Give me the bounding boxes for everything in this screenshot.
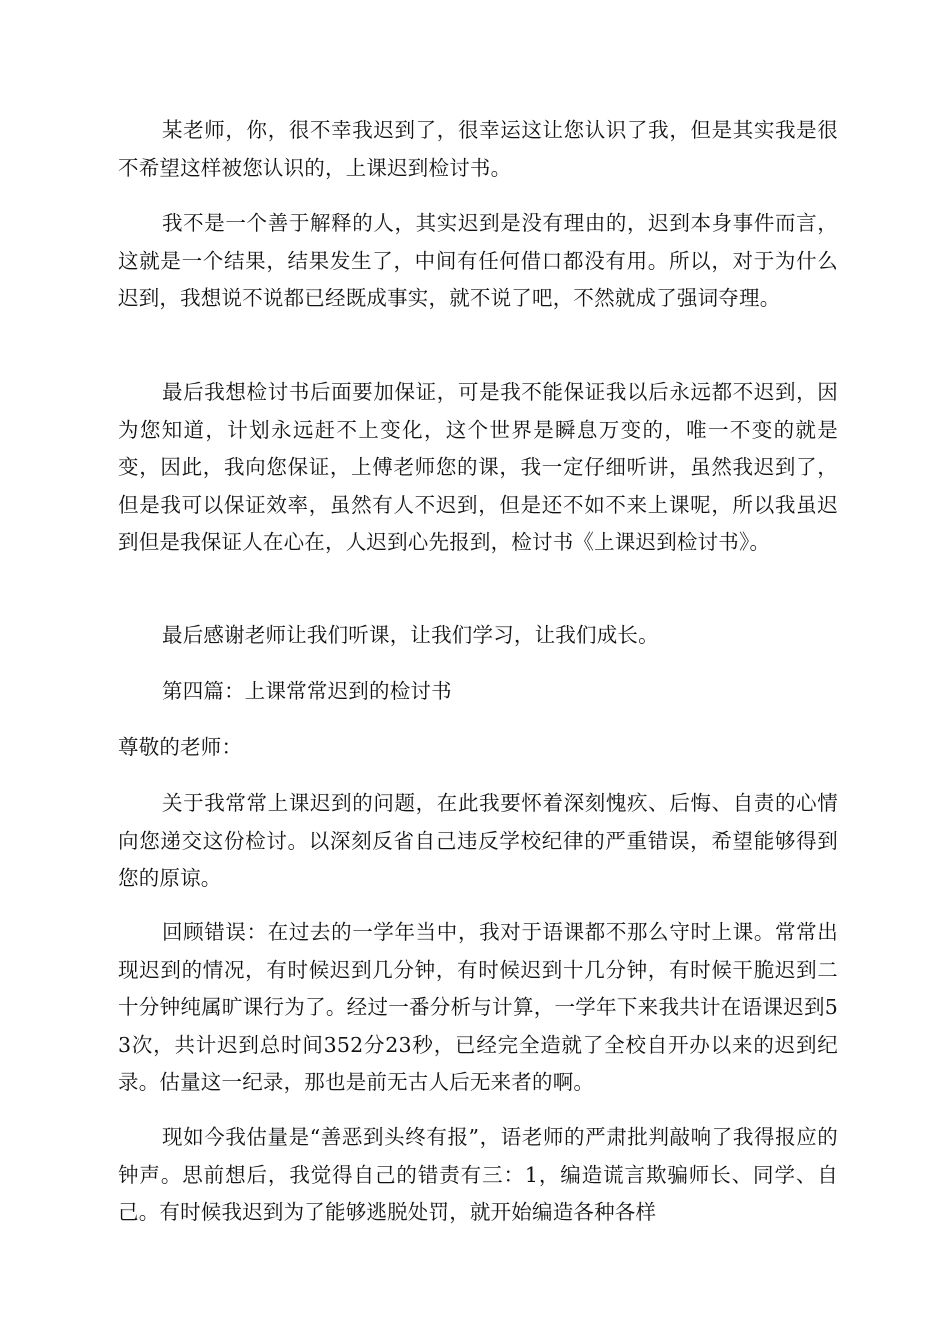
paragraph-7: 现如今我估量是“善恶到头终有报”，语老师的严肃批判敲响了我得报应的钟声。思前想后，我觉得自己的错责有三：1，编造谎言欺骗师长、同学、自己。有时候我迟到为了能够逃脱处罚，就开始编造各种各样 xyxy=(118,1125,838,1224)
paragraph-4: 最后感谢老师让我们听课，让我们学习，让我们成长。 xyxy=(162,623,659,647)
paragraph-2: 我不是一个善于解释的人，其实迟到是没有理由的，迟到本身事件而言，这就是一个结果，结果发生了，中间有任何借口都没有用。所以，对于为什么迟到，我想说不说都已经既成事实，就不说了吧，不然就成了强词夺理。 xyxy=(118,211,838,310)
section-heading: 第四篇：上课常常迟到的检讨书 xyxy=(162,679,452,703)
paragraph-3: 最后我想检讨书后面要加保证，可是我不能保证我以后永远都不迟到，因为您知道，计划永远赶不上变化，这个世界是瞬息万变的，唯一不变的就是变，因此，我向您保证，上傅老师您的课，我一定仔细听讲，虽然我迟到了，但是我可以保证效率，虽然有人不迟到，但是还不如不来上课呢，所以我虽迟到但是我保证人在心在，人迟到心先报到，检讨书《上课迟到检讨书》。 xyxy=(118,380,838,554)
paragraph-6: 回顾错误：在过去的一学年当中，我对于语课都不那么守时上课。常常出现迟到的情况，有时候迟到几分钟，有时候迟到十几分钟，有时候干脆迟到二十分钟纯属旷课行为了。经过一番分析与计算，一学年下来我共计在语课迟到53次，共计迟到总时间352分23秒，已经完全造就了全校自开办以来的迟到纪录。估量这一纪录，那也是前无古人后无来者的啊。 xyxy=(118,920,838,1094)
salutation: 尊敬的老师： xyxy=(118,735,243,759)
paragraph-1: 某老师，你，很不幸我迟到了，很幸运这让您认识了我，但是其实我是很不希望这样被您认识的，上课迟到检讨书。 xyxy=(118,118,838,180)
paragraph-5: 关于我常常上课迟到的问题，在此我要怀着深刻愧疚、后悔、自责的心情向您递交这份检讨。以深刻反省自己违反学校纪律的严重错误，希望能够得到您的原谅。 xyxy=(118,791,838,890)
